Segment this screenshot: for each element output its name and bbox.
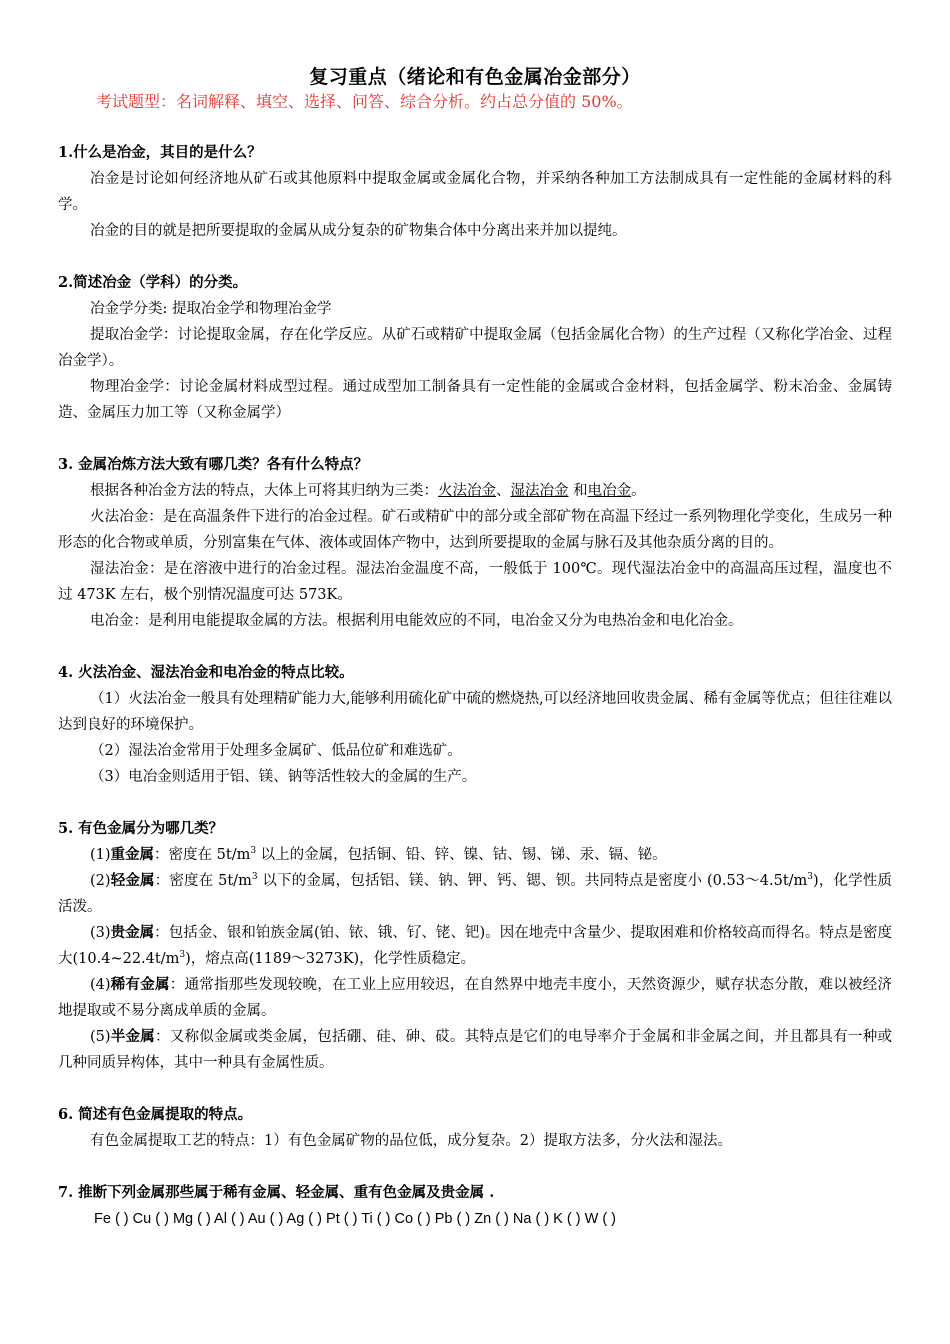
question-1: 1.什么是冶金，其目的是什么？: [58, 144, 262, 161]
answer-6-paragraph-1: 有色金属提取工艺的特点：1）有色金属矿物的品位低，成分复杂。2）提取方法多，分火法和湿法。: [90, 1133, 732, 1149]
question-2: 2.简述冶金（学科）的分类。: [58, 274, 248, 291]
item-text: ：又称似金属或类金属，包括硼、硅、砷、砹。其特点是它们的电导率介于金属和非金属之间，并且都具有一种或几种同质异构体，其中一种具有金属性质。: [58, 1029, 893, 1071]
document-title: 复习重点（绪论和有色金属冶金部分）: [309, 66, 641, 88]
item-text: ：通常指那些发现较晚，在工业上应用较迟，在自然界中地壳丰度小，天然资源少，赋存状态分散，难以被经济地提取或不易分离成单质的金属。: [58, 977, 893, 1019]
item-text: 以上的金属，包括铜、铅、锌、镍、钴、锡、锑、汞、镉、铋。: [256, 847, 667, 863]
superscript: 3: [179, 950, 186, 961]
metal-class-rare: [58, 972, 892, 1024]
answer-3-intro: 根据各种冶金方法的特点，大体上可将其归纳为三类：: [90, 483, 438, 499]
term-semimetal: 半金属: [110, 1028, 156, 1045]
question-4: 4. 火法冶金、湿法冶金和电冶金的特点比较。: [58, 664, 354, 681]
item-number: (5): [90, 1029, 111, 1045]
item-text: )，熔点高(1189～3273K)，化学性质稳定。: [185, 951, 476, 967]
separator: 和: [568, 483, 588, 499]
answer-1-paragraph-2: 冶金的目的就是把所要提取的金属从成分复杂的矿物集合体中分离出来并加以提纯。: [90, 223, 627, 239]
term-pyrometallurgy: 火法冶金: [438, 483, 496, 499]
answer-4-paragraph-2: （2）湿法冶金常用于处理多金属矿、低品位矿和难选矿。: [90, 743, 462, 759]
item-text: ：密度在 5t/m: [154, 847, 251, 863]
item-text: ：包括金、银和铂族金属(铂、铱、锇、钌、铑、钯)。因在地壳中含量少、提取困难和价格较高而得名。特点是密度大(10.4~22.4t/m: [58, 925, 893, 967]
answer-3-paragraph-1: [58, 478, 892, 504]
item-number: (3): [90, 925, 111, 941]
element-list: Fe ( ) Cu ( ) Mg ( ) Al ( ) Au ( ) Ag ( ) Pt ( ) Ti ( ) Co ( ) Pb ( ) Zn ( ) Na ( ) K ( ) W ( ): [94, 1211, 616, 1227]
document-body: [58, 140, 892, 1232]
item-number: (2): [90, 873, 111, 889]
answer-3-paragraph-2: 火法冶金：是在高温条件下进行的冶金过程。矿石或精矿中的部分或全部矿物在高温下经过一系列物理化学变化，生成另一种形态的化合物或单质，分别富集在气体、液体或固体产物中，达到所要提取的金属与脉石及其他杂质分离的目的。: [58, 509, 892, 551]
exam-format-note: 考试题型：名词解释、填空、选择、问答、综合分析。约占总分值的 50%。: [96, 92, 633, 111]
answer-4-paragraph-1: （1）火法冶金一般具有处理精矿能力大,能够利用硫化矿中硫的燃烧热,可以经济地回收贵金属、稀有金属等优点；但往往难以达到良好的环境保护。: [58, 691, 892, 733]
answer-1-paragraph-1: 冶金是讨论如何经济地从矿石或其他原料中提取金属或金属化合物，并采纳各种加工方法制成具有一定性能的金属材料的科学。: [58, 171, 892, 213]
metal-class-light: [58, 868, 892, 920]
answer-2-paragraph-1: 冶金学分类: 提取冶金学和物理冶金学: [90, 301, 332, 317]
item-number: (4): [90, 977, 111, 993]
item-text: 以下的金属，包括铝、镁、钠、钾、钙、锶、钡。共同特点是密度小 (0.53～4.5t/m: [257, 873, 808, 889]
question-5: 5. 有色金属分为哪几类？: [58, 820, 224, 837]
metal-class-precious: [58, 920, 892, 972]
term-precious-metal: 贵金属: [110, 924, 155, 941]
sentence-end: 。: [631, 483, 646, 499]
metal-class-semimetal: [58, 1024, 892, 1076]
item-text: )，化学性质活泼。: [58, 873, 893, 915]
term-rare-metal: 稀有金属: [110, 976, 170, 993]
item-number: (1): [90, 847, 111, 863]
metal-class-heavy: [58, 842, 892, 868]
answer-3-paragraph-3: 湿法冶金：是在溶液中进行的冶金过程。湿法冶金温度不高，一般低于 100℃。现代湿法冶金中的高温高压过程，温度也不过 473K 左右，极个别情况温度可达 573K。: [58, 561, 892, 603]
separator: 、: [496, 483, 511, 499]
question-6: 6. 简述有色金属提取的特点。: [58, 1106, 253, 1123]
term-electrometallurgy: 电冶金: [587, 483, 632, 499]
item-text: ：密度在 5t/m: [154, 873, 252, 889]
superscript: 3: [251, 872, 258, 883]
answer-3-paragraph-4: 电冶金：是利用电能提取金属的方法。根据利用电能效应的不同，电冶金又分为电热冶金和电化冶金。: [90, 613, 743, 629]
question-3: 3. 金属冶炼方法大致有哪几类？各有什么特点？: [58, 456, 369, 473]
term-light-metal: 轻金属: [110, 872, 155, 889]
superscript: 3: [250, 846, 257, 857]
superscript: 3: [807, 872, 814, 883]
term-hydrometallurgy: 湿法冶金: [510, 483, 569, 499]
answer-4-paragraph-3: （3）电冶金则适用于铝、镁、钠等活性较大的金属的生产。: [90, 769, 477, 785]
answer-2-paragraph-3: 物理冶金学：讨论金属材料成型过程。通过成型加工制备具有一定性能的金属或合金材料，包括金属学、粉末冶金、金属铸造、金属压力加工等（又称金属学）: [58, 379, 892, 421]
answer-2-paragraph-2: 提取冶金学：讨论提取金属，存在化学反应。从矿石或精矿中提取金属（包括金属化合物）的生产过程（又称化学冶金、过程冶金学）。: [58, 327, 892, 369]
term-heavy-metal: 重金属: [110, 846, 155, 863]
question-7: 7. 推断下列金属那些属于稀有金属、轻金属、重有色金属及贵金属 .: [58, 1184, 495, 1201]
